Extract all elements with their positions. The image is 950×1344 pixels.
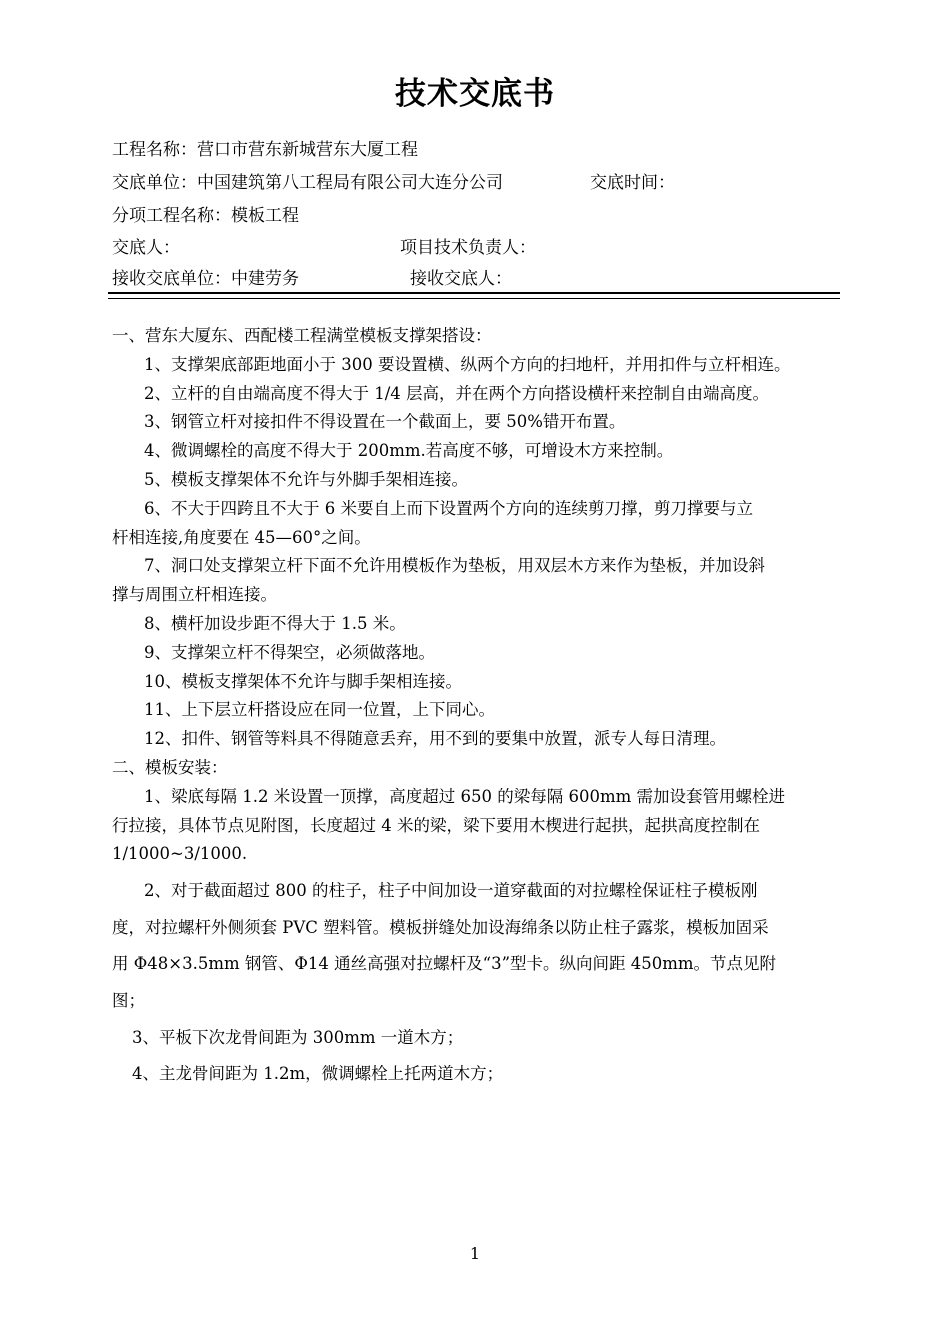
section-2-paragraph-1-line: 1/1000~3/1000. bbox=[112, 844, 248, 864]
section-2-heading: 二、模板安装： bbox=[112, 757, 228, 777]
subproject-label: 分项工程名称： bbox=[112, 206, 231, 226]
section-1-line: 11、上下层立杆搭设应在同一位置，上下同心。 bbox=[144, 700, 495, 720]
section-2-paragraph-2-line: 2、对于截面超过 800 的柱子，柱子中间加设一道穿截面的对拉螺栓保证柱子模板刚 bbox=[144, 881, 758, 901]
header-divider-thin bbox=[108, 298, 840, 299]
section-2-paragraph-2-line: 图； bbox=[112, 990, 145, 1010]
discloser-label: 交底人： bbox=[112, 238, 180, 258]
disclosure-unit-label: 交底单位： bbox=[112, 173, 197, 193]
section-1-line: 撑与周围立杆相连接。 bbox=[112, 585, 277, 605]
document-body bbox=[112, 322, 842, 1093]
receiver-unit-row bbox=[112, 264, 299, 289]
section-2-paragraph-2-line: 度，对拉螺杆外侧须套 PVC 塑料管。模板拼缝处加设海绵条以防止柱子露浆，模板加固采 bbox=[112, 917, 769, 937]
section-2-paragraph-1-line: 行拉接，具体节点见附图，长度超过 4 米的梁，梁下要用木楔进行起拱，起拱高度控制在 bbox=[112, 815, 760, 835]
header-divider-thick bbox=[108, 292, 840, 294]
project-name-row bbox=[112, 135, 418, 160]
section-2-paragraph-2-line: 用 Φ48×3.5mm 钢管、Φ14 通丝高强对拉螺杆及“3”型卡。纵向间距 450mm。节点见附 bbox=[112, 954, 777, 974]
section-1-line: 7、洞口处支撑架立杆下面不允许用模板作为垫板，用双层木方来作为垫板，并加设斜 bbox=[144, 556, 765, 576]
receiver-unit-value: 中建劳务 bbox=[231, 269, 299, 289]
section-2-paragraph-3: 3、平板下次龙骨间距为 300mm 一道木方； bbox=[132, 1027, 464, 1047]
section-1-line: 3、钢管立杆对接扣件不得设置在一个截面上，要 50%错开布置。 bbox=[144, 412, 626, 432]
section-1-line: 2、立杆的自由端高度不得大于 1/4 层高，并在两个方向搭设横杆来控制自由端高度。 bbox=[144, 383, 770, 403]
section-1-line: 9、支撑架立杆不得架空，必须做落地。 bbox=[144, 642, 435, 662]
disclosure-unit-value: 中国建筑第八工程局有限公司大连分公司 bbox=[197, 173, 503, 193]
section-1-line: 杆相连接,角度要在 45—60°之间。 bbox=[112, 527, 371, 547]
disclosure-time-label: 交底时间： bbox=[590, 173, 675, 193]
section-1-heading: 一、营东大厦东、西配楼工程满堂模板支撑架搭设： bbox=[112, 326, 492, 345]
section-1-line: 1、支撑架底部距地面小于 300 要设置横、纵两个方向的扫地杆，并用扣件与立杆相连。 bbox=[144, 354, 791, 374]
section-1-line: 5、模板支撑架体不允许与外脚手架相连接。 bbox=[144, 469, 468, 489]
page-title: 技术交底书 bbox=[395, 76, 555, 112]
subproject-row bbox=[112, 201, 299, 226]
section-2-paragraph-4: 4、主龙骨间距为 1.2m，微调螺栓上托两道木方； bbox=[132, 1064, 504, 1084]
project-name-value: 营口市营东新城营东大厦工程 bbox=[197, 140, 418, 160]
tech-lead-label: 项目技术负责人： bbox=[400, 238, 536, 258]
section-1-line: 4、微调螺栓的高度不得大于 200mm.若高度不够，可增设木方来控制。 bbox=[144, 441, 674, 461]
section-1-line: 6、不大于四跨且不大于 6 米要自上而下设置两个方向的连续剪刀撑，剪刀撑要与立 bbox=[144, 498, 753, 518]
project-name-label: 工程名称： bbox=[112, 140, 197, 160]
section-1-line: 10、模板支撑架体不允许与脚手架相连接。 bbox=[144, 671, 462, 691]
disclosure-unit-row bbox=[112, 168, 503, 193]
section-2-paragraph-1-line: 1、梁底每隔 1.2 米设置一顶撑，高度超过 650 的梁每隔 600mm 需加设套管用螺栓进 bbox=[144, 786, 785, 806]
section-1-line: 12、扣件、钢管等料具不得随意丢弃，用不到的要集中放置，派专人每日清理。 bbox=[144, 729, 726, 749]
page-number: 1 bbox=[469, 1244, 481, 1263]
subproject-value: 模板工程 bbox=[231, 206, 299, 226]
receiver-unit-label: 接收交底单位： bbox=[112, 269, 231, 289]
receiver-label: 接收交底人： bbox=[410, 269, 512, 289]
section-1-line: 8、横杆加设步距不得大于 1.5 米。 bbox=[144, 613, 406, 633]
